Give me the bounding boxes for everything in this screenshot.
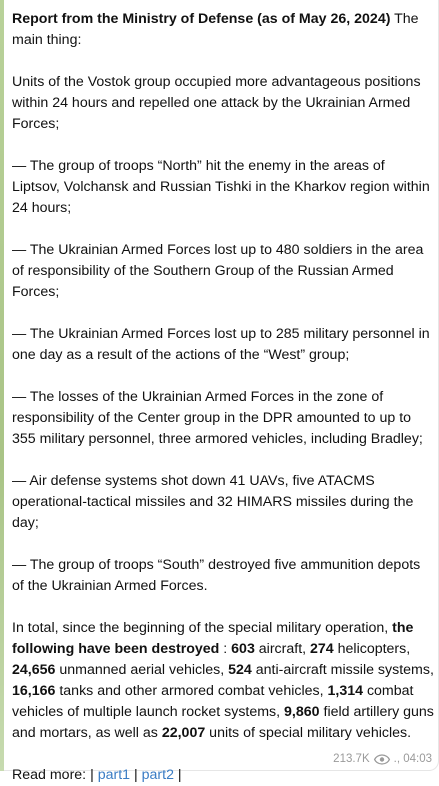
total-mlrs: 1,314: [327, 683, 363, 699]
totals-text: anti-aircraft missile systems,: [251, 662, 434, 678]
totals-text: tanks and other armored combat vehicles,: [55, 683, 328, 699]
read-more-line: [12, 765, 436, 786]
message-meta: [333, 753, 432, 765]
total-artillery: 9,860: [284, 704, 320, 720]
totals-text: helicopters,: [333, 641, 411, 657]
report-title: Report from the Ministry of Defense (as of May 26, 2024): [12, 11, 391, 27]
read-more-label: Read more: |: [12, 767, 98, 783]
paragraph-vostok: Units of the Vostok group occupied more advantageous positions within 24 hours and repelled one attack by the Ukrainian Armed Forces;: [12, 74, 421, 132]
message-bubble: [4, 0, 439, 783]
paragraph-southern: — The Ukrainian Armed Forces lost up to 480 soldiers in the area of responsibility of the Southern Group of the Russian Armed Forces;: [12, 242, 424, 300]
eye-icon: [374, 754, 390, 765]
total-sams: 524: [228, 662, 252, 678]
report-title-tail: The main thing:: [12, 11, 419, 48]
totals-text: unmanned aerial vehicles,: [55, 662, 229, 678]
totals-text: :: [219, 641, 232, 657]
part1-link[interactable]: part1: [97, 767, 131, 783]
paragraph-center: — The losses of the Ukrainian Armed Forces in the zone of responsibility of the Center group in the DPR amounted to up to 355 military personnel, three armored vehicles, including Bradley;: [12, 389, 423, 447]
total-uavs: 24,656: [12, 662, 56, 678]
message-time: ., 04:03: [393, 753, 432, 765]
totals-text: combat vehicles of multiple launch rocket systems,: [12, 683, 414, 720]
message-heading: [12, 9, 436, 51]
total-helicopters: 274: [310, 641, 334, 657]
total-aircraft: 603: [231, 641, 255, 657]
read-more-separator: |: [130, 767, 142, 783]
paragraph-air-defense: — Air defense systems shot down 41 UAVs, five ATACMS operational-tactical missiles and 32 HIMARS missiles during the day;: [12, 473, 414, 531]
message-text: [12, 9, 436, 786]
totals-text: units of special military vehicles.: [205, 725, 412, 741]
read-more-separator: |: [173, 767, 182, 783]
paragraph-totals: [12, 618, 436, 744]
totals-text: In total, since the beginning of the special military operation,: [12, 620, 393, 636]
view-count: 213.7K: [333, 753, 370, 765]
paragraph-west: — The Ukrainian Armed Forces lost up to 285 military personnel in one day as a result of the actions of the “West” group;: [12, 326, 430, 363]
paragraph-north: — The group of troops “North” hit the enemy in the areas of Liptsov, Volchansk and Russian Tishki in the Kharkov region within 24 hours;: [12, 158, 430, 216]
total-special-vehicles: 22,007: [161, 725, 206, 741]
total-tanks: 16,166: [12, 683, 56, 699]
totals-text: field artillery guns and mortars, as well as: [12, 704, 434, 741]
part2-link[interactable]: part2: [141, 767, 174, 783]
totals-emphasis: the following have been destroyed: [12, 620, 414, 657]
totals-text: aircraft,: [254, 641, 311, 657]
paragraph-south: — The group of troops “South” destroyed five ammunition depots of the Ukrainian Armed Forces.: [12, 557, 421, 594]
